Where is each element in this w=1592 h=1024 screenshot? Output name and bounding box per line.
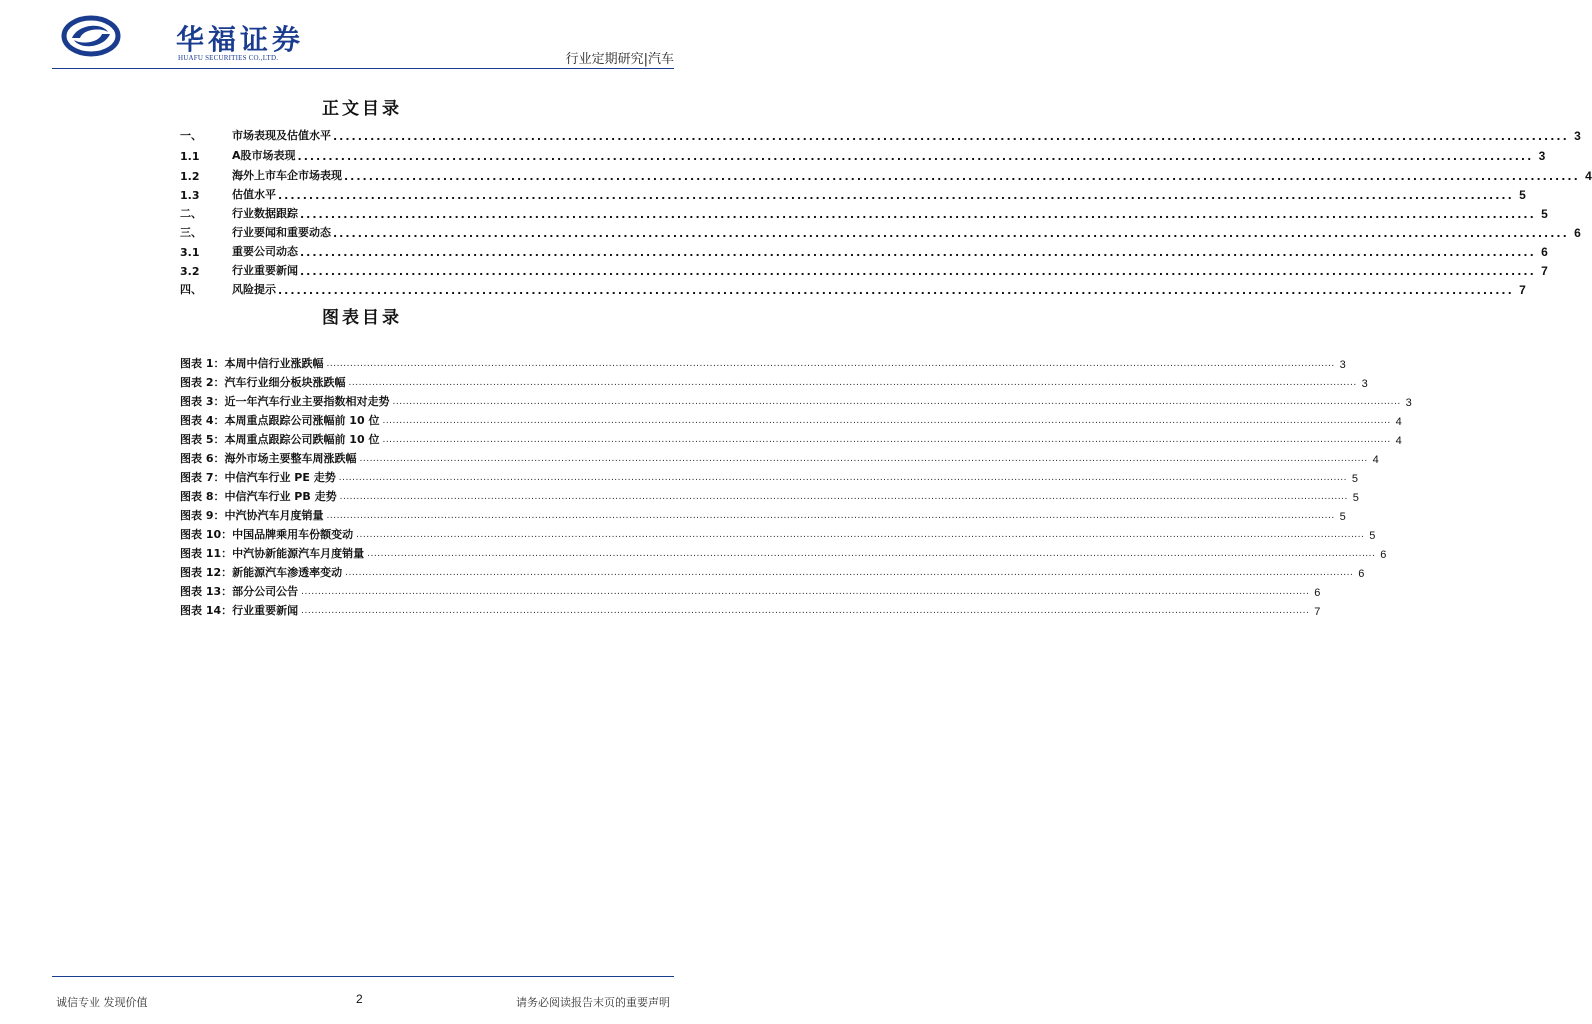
figure-item-label: 图表 5：本周重点跟踪公司跌幅前 10 位: [180, 433, 380, 446]
figure-item-label: 图表 8：中信汽车行业 PB 走势: [180, 490, 337, 503]
toc-leader-dots: ........................................................................................................................................................................................................: [300, 246, 1536, 259]
toc-item-page: 7: [1541, 264, 1548, 278]
footer-divider: [52, 976, 674, 977]
toc-item-number: 3.1: [180, 246, 200, 259]
figure-item-label: 图表 3：近一年汽车行业主要指数相对走势: [180, 395, 390, 408]
figure-item[interactable]: [180, 467, 1358, 485]
toc-item-number: 四、: [180, 283, 202, 296]
figure-leader-dots: ............................................................................................................................................................................................................................................................................................................: [382, 416, 1391, 426]
figure-item[interactable]: [180, 429, 1402, 447]
figure-item-page: 5: [1351, 473, 1358, 485]
figure-item-label: 图表 6：海外市场主要整车周涨跌幅: [180, 452, 357, 465]
footer-slogan: 诚信专业 发现价值: [56, 996, 148, 1009]
toc-item-page: 3: [1574, 129, 1581, 143]
figure-item-label: 图表 9：中汽协汽车月度销量: [180, 509, 324, 522]
toc-item-label: 重要公司动态: [232, 245, 298, 258]
toc-item[interactable]: [180, 184, 1526, 202]
toc-item-label: 估值水平: [232, 188, 276, 201]
figure-item-page: 7: [1314, 606, 1321, 618]
toc-item-label: 行业要闻和重要动态: [232, 226, 331, 239]
figure-item-page: 5: [1352, 492, 1359, 504]
toc-item-number: 1.3: [180, 189, 200, 202]
toc-item-label: 市场表现及估值水平: [232, 129, 331, 142]
figure-item-page: 6: [1314, 587, 1321, 599]
figure-leader-dots: ............................................................................................................................................................................................................................................................................................................: [359, 454, 1368, 464]
toc-item-label: A股市场表现: [232, 149, 296, 162]
toc-item[interactable]: [180, 203, 1548, 221]
toc-item[interactable]: [180, 279, 1526, 297]
figure-item-page: 4: [1395, 435, 1402, 447]
figure-leader-dots: ............................................................................................................................................................................................................................................................................................................: [392, 397, 1401, 407]
toc-leader-dots: ........................................................................................................................................................................................................: [278, 189, 1514, 202]
figure-item-label: 图表 1：本周中信行业涨跌幅: [180, 357, 324, 370]
figure-item[interactable]: [180, 562, 1365, 580]
figure-item-label: 图表 14：行业重要新闻: [180, 604, 299, 617]
figure-item-page: 3: [1361, 378, 1368, 390]
figure-item-page: 6: [1358, 568, 1365, 580]
figure-item[interactable]: [180, 524, 1376, 542]
toc-leader-dots: ........................................................................................................................................................................................................: [300, 265, 1536, 278]
figure-item-page: 6: [1380, 549, 1387, 561]
figure-item-page: 5: [1369, 530, 1376, 542]
figure-item[interactable]: [180, 486, 1359, 504]
toc-item-number: 一、: [180, 129, 202, 142]
figure-leader-dots: ............................................................................................................................................................................................................................................................................................................: [356, 530, 1365, 540]
figure-leader-dots: ............................................................................................................................................................................................................................................................................................................: [339, 492, 1348, 502]
toc-item[interactable]: [180, 222, 1581, 240]
toc-item-number: 二、: [180, 207, 202, 220]
toc-item-label: 行业重要新闻: [232, 264, 298, 277]
toc-item-label: 海外上市车企市场表现: [232, 169, 342, 182]
logo-english-name: HUAFU SECURITIES CO.,LTD.: [178, 54, 279, 62]
figure-item[interactable]: [180, 543, 1387, 561]
toc-item-page: 6: [1541, 245, 1548, 259]
toc-item-page: 3: [1538, 149, 1546, 163]
figure-leader-dots: ............................................................................................................................................................................................................................................................................................................: [367, 549, 1376, 559]
page-number: 2: [356, 992, 363, 1006]
figure-item[interactable]: [180, 410, 1402, 428]
figure-item-label: 图表 12：新能源汽车渗透率变动: [180, 566, 343, 579]
toc-leader-dots: ........................................................................................................................................................................................................: [333, 227, 1569, 240]
figure-leader-dots: ............................................................................................................................................................................................................................................................................................................: [382, 435, 1391, 445]
figure-item[interactable]: [180, 353, 1346, 371]
toc-item[interactable]: [180, 125, 1581, 143]
toc-item[interactable]: [180, 241, 1548, 259]
figure-item-page: 3: [1405, 397, 1412, 409]
figure-item-page: 4: [1372, 454, 1379, 466]
toc-item-page: 6: [1574, 226, 1581, 240]
footer-disclaimer: 请务必阅读报告末页的重要声明: [516, 996, 670, 1009]
toc-item-page: 5: [1519, 188, 1526, 202]
toc-item[interactable]: [180, 145, 1546, 163]
figure-leader-dots: ............................................................................................................................................................................................................................................................................................................: [348, 378, 1357, 388]
toc-leader-dots: ........................................................................................................................................................................................................: [300, 208, 1536, 221]
toc-leader-dots: ........................................................................................................................................................................................................: [278, 284, 1514, 297]
toc-leader-dots: ........................................................................................................................................................................................................: [297, 150, 1534, 163]
figure-leader-dots: ............................................................................................................................................................................................................................................................................................................: [338, 473, 1347, 483]
figure-item-page: 5: [1339, 511, 1346, 523]
figure-leader-dots: ............................................................................................................................................................................................................................................................................................................: [345, 568, 1354, 578]
figure-item-page: 3: [1339, 359, 1346, 371]
toc-item-number: 1.2: [180, 170, 200, 183]
page-header: [52, 12, 674, 70]
toc-item-number: 1.1: [180, 150, 200, 163]
figure-item[interactable]: [180, 372, 1368, 390]
figure-item[interactable]: [180, 581, 1321, 599]
toc-leader-dots: ........................................................................................................................................................................................................: [344, 170, 1580, 183]
toc-item[interactable]: [180, 260, 1548, 278]
toc-item-page: 7: [1519, 283, 1526, 297]
toc-item-label: 风险提示: [232, 283, 276, 296]
report-category: 行业定期研究|汽车: [565, 52, 674, 67]
huafu-logo-icon: [62, 16, 120, 56]
figure-leader-dots: ............................................................................................................................................................................................................................................................................................................: [326, 511, 1335, 521]
figure-item-label: 图表 10：中国品牌乘用车份额变动: [180, 528, 354, 541]
figure-leader-dots: ............................................................................................................................................................................................................................................................................................................: [326, 359, 1335, 369]
toc-title: 正文目录: [322, 99, 402, 119]
toc-leader-dots: ........................................................................................................................................................................................................: [333, 130, 1569, 143]
figure-item-page: 4: [1395, 416, 1402, 428]
figure-item-label: 图表 7：中信汽车行业 PE 走势: [180, 471, 336, 484]
figure-item[interactable]: [180, 448, 1379, 466]
logo-chinese-name: 华福证券: [176, 23, 305, 56]
toc-item-label: 行业数据跟踪: [232, 207, 298, 220]
figure-leader-dots: ............................................................................................................................................................................................................................................................................................................: [301, 587, 1310, 597]
toc-item-number: 3.2: [180, 265, 200, 278]
toc-item-page: 4: [1585, 169, 1592, 183]
figure-item-label: 图表 11：中汽协新能源汽车月度销量: [180, 547, 365, 560]
figure-item-label: 图表 4：本周重点跟踪公司涨幅前 10 位: [180, 414, 380, 427]
figure-item-label: 图表 2：汽车行业细分板块涨跌幅: [180, 376, 346, 389]
toc-item-page: 5: [1541, 207, 1548, 221]
figure-item[interactable]: [180, 600, 1321, 618]
figure-item[interactable]: [180, 505, 1346, 523]
figures-title: 图表目录: [322, 308, 402, 328]
toc-item-number: 三、: [180, 226, 202, 239]
toc-item[interactable]: [180, 165, 1592, 183]
header-divider: [52, 68, 674, 69]
figure-item-label: 图表 13：部分公司公告: [180, 585, 299, 598]
figure-leader-dots: ............................................................................................................................................................................................................................................................................................................: [301, 606, 1310, 616]
figure-item[interactable]: [180, 391, 1412, 409]
